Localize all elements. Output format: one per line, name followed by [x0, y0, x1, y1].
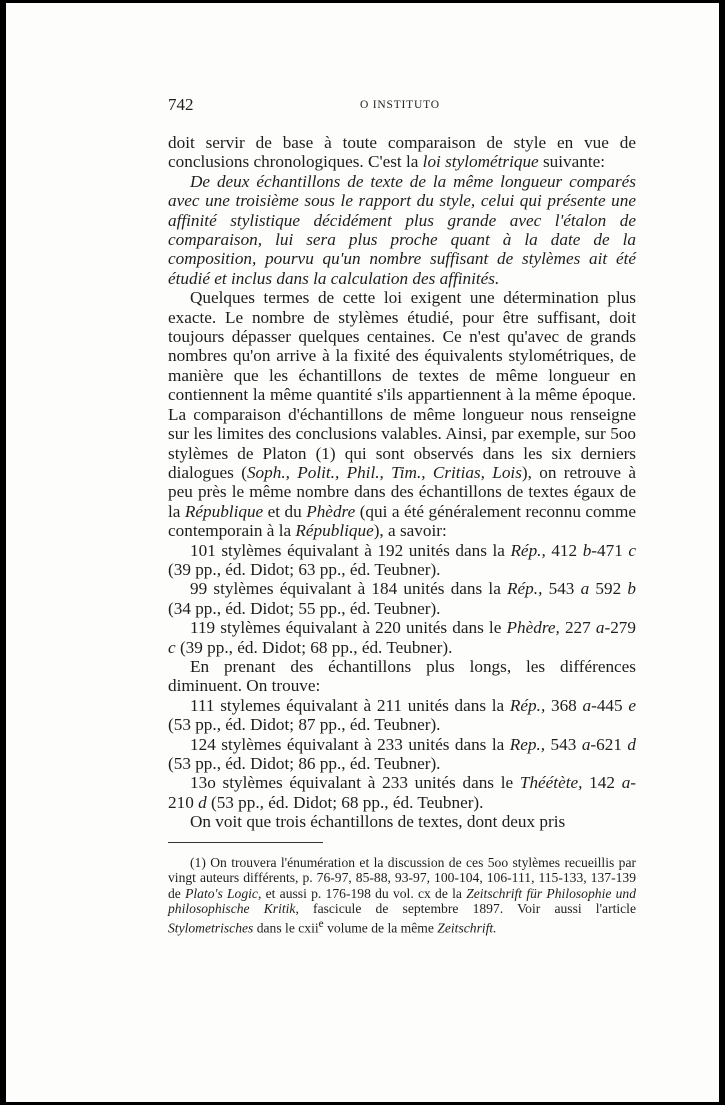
footnote-separator [168, 842, 323, 843]
list-item: 119 stylèmes équivalant à 220 unités dans le Phèdre, 227 a-279 c (39 pp., éd. Didot; 68 pp., éd. Teubner). [168, 618, 636, 657]
page-number: 742 [168, 95, 194, 114]
list-item: 101 stylèmes équivalant à 192 unités dans la Rép., 412 b-471 c (39 pp., éd. Didot; 63 pp., éd. Teubner). [168, 540, 636, 579]
list-item: 111 stylemes équivalant à 211 unités dans la Rép., 368 a-445 e (53 pp., éd. Didot; 87 pp., éd. Teubner). [168, 695, 636, 735]
list-item: 13o stylèmes équivalant à 233 unités dans le Théétète, 142 a-210 d (53 pp., éd. Didot; 68 pp., éd. Teubner). [168, 773, 637, 812]
list-item: 124 stylèmes équivalant à 233 unités dans la Rep., 543 a-621 d (53 pp., éd. Didot; 86 pp., éd. Teubner). [168, 734, 637, 773]
paragraph-terms: Quelques termes de cette loi exigent une détermination plus exacte. Le nombre de stylèmes étudié, pour être suffisant, doit toujours dépasser quelques centaines. Ce n'est qu'avec de grands nombres qu'on arrive à la fixité des équivalents stylométriques, de manière que les échantillons de textes de même longueur en contiennent la même quantité s'ils appartiennent à la même époque. La comparaison d'échantillons de même longueur nous renseigne sur les limites des conclusions valables. Ainsi, par exemple, sur 5oo stylèmes de Platon (1) qui sont observés dans les six derniers dialogues (Soph., Polit., Phil., Tim., Critias, Lois), on retrouve à peu près le même nombre dans des échantillons de textes égaux de la République et du Phèdre (qui a été généralement reconnu comme contemporain à la République), a savoir: [168, 288, 636, 541]
paragraph-intro: doit servir de base à toute comparaison de style en vue de conclusions chronologiques. C'est la loi stylométrique suivante: [168, 133, 636, 172]
law-name: loi stylométrique [422, 152, 539, 172]
body-text [168, 133, 636, 832]
footnote: (1) On trouvera l'énumération et la discussion de ces 5oo stylèmes recueillis par vingt auteurs différents, p. 76-97, 85-88, 93-97, 100-104, 106-111, 115-133, 137-139 de Plato's Logic, et aussi p. 176-198 du vol. cx de la Zeitschrift für Philosophie und philosophische Kritik, fascicule de septembre 1897. Voir aussi l'article Stylometrisches dans le cxii$^e$ volume de la même Zeitschrift. [168, 855, 637, 936]
paragraph-law-statement: De deux échantillons de texte de la même longueur comparés avec une troisième sous le rapport du style, celui qui présente une affinité stylistique décidément plus grande avec l'étalon de comparaison, lui sera plus proche quant à la date de la composition, pourvu qu'un nombre suffisant de stylèmes ait été étudié et inclus dans la calculation des affinités. [168, 171, 636, 288]
running-head: O INSTITUTO [360, 99, 440, 111]
list-item: 99 stylèmes équivalant à 184 unités dans la Rép., 543 a 592 b (34 pp., éd. Didot; 55 pp., éd. Teubner). [168, 579, 636, 618]
paragraph-conclusion: On voit que trois échantillons de textes, dont deux pris [190, 812, 566, 832]
page-header [168, 95, 634, 119]
paragraph-longer-samples: En prenant des échantillons plus longs, les différences diminuent. On trouve: [168, 656, 636, 696]
